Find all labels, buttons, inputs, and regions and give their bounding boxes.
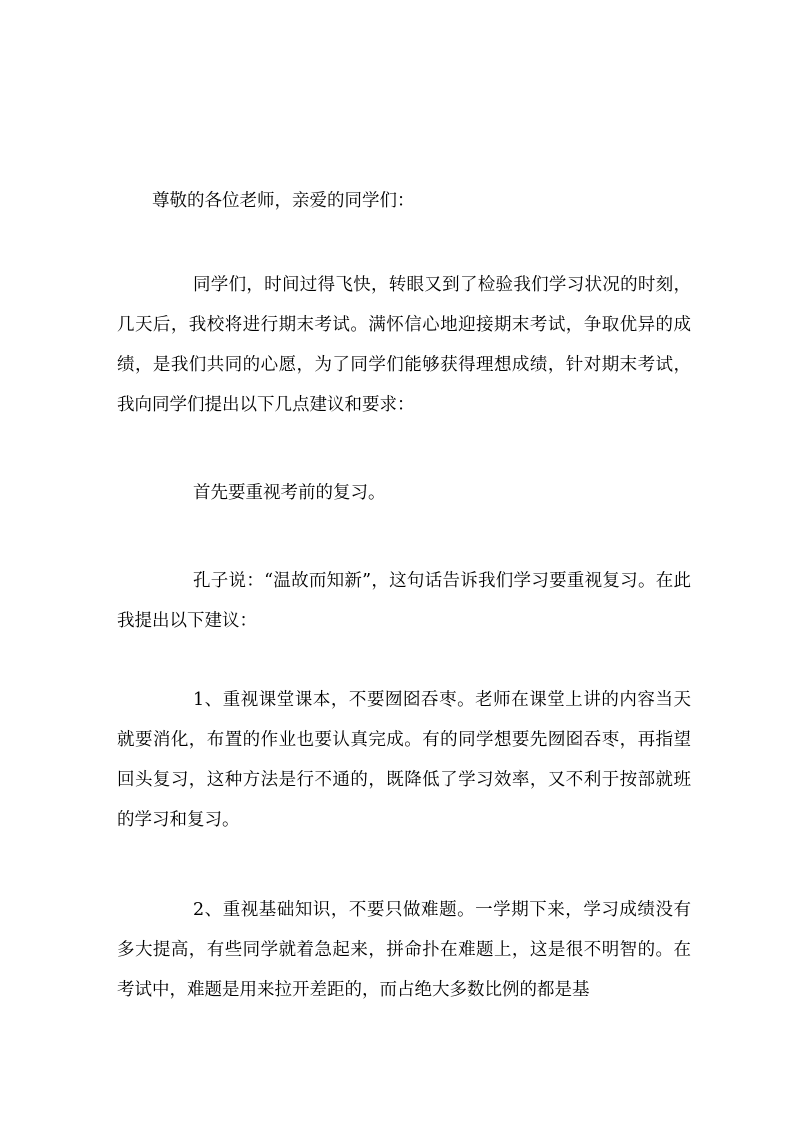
greeting-line: 尊敬的各位老师，亲爱的同学们： [152,191,415,211]
paragraph-review-heading: 首先要重视考前的复习。 [193,483,386,503]
paragraph-suggestion-2: 2、重视基础知识，不要只做难题。一学期下来，学习成绩没有多大提高，有些同学就着急起来，拼命扑在难题上，这是很不明智的。在考试中，难题是用来拉开差距的，而占绝大多数比例的都是基 [117,900,691,1000]
paragraph-confucius-quote: 孔子说：“温故而知新”，这句话告诉我们学习要重视复习。在此我提出以下建议： [117,571,691,631]
paragraph-suggestion-1: 1、重视课堂课本，不要囫囵吞枣。老师在课堂上讲的内容当天就要消化，布置的作业也要认真完成。有的同学想要先囫囵吞枣，再指望回头复习，这种方法是行不通的，既降低了学习效率，又不利于按部就班的学习和复习。 [117,690,691,830]
paragraph-intro: 同学们，时间过得飞快，转眼又到了检验我们学习状况的时刻，几天后，我校将进行期末考试。满怀信心地迎接期末考试，争取优异的成绩，是我们共同的心愿，为了同学们能够获得理想成绩，针对期末考试，我向同学们提出以下几点建议和要求： [117,275,691,415]
